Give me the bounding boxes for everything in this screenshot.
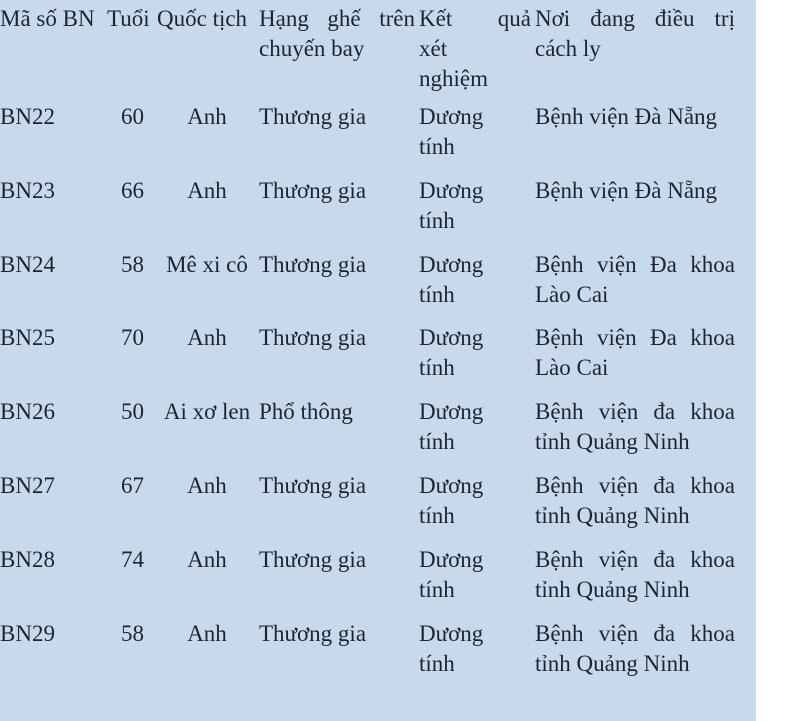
header-word: đang (590, 6, 635, 31)
cell-result: Dương (419, 104, 484, 129)
cell-place (535, 619, 735, 649)
cell-place-cont: Lào Cai (535, 355, 609, 380)
cell-age: 60 (121, 104, 144, 129)
place-word: viện (598, 399, 639, 424)
place-word: viện (598, 621, 639, 646)
cell-place (535, 471, 735, 501)
header-seat-line1 (259, 4, 415, 34)
cell-age: 58 (121, 252, 144, 277)
cell-nationality: Mê xi cô (166, 252, 248, 277)
cell-result: Dương (419, 178, 484, 203)
place-word: viện (598, 473, 639, 498)
header-word: trên (379, 6, 415, 31)
cell-place (535, 323, 735, 353)
place-word: khoa (690, 399, 735, 424)
place-word: Bệnh (535, 325, 584, 350)
cell-place-cont: tỉnh Quảng Ninh (535, 577, 690, 602)
place-word: đa (653, 473, 676, 498)
cell-seat-class: Thương gia (259, 547, 367, 572)
cell-place: Bệnh viện Đà Nẵng (535, 104, 718, 129)
cell-place-cont: tỉnh Quảng Ninh (535, 429, 690, 454)
cell-result: Dương (419, 325, 484, 350)
cell-nationality: Anh (187, 621, 227, 646)
cell-place (535, 545, 735, 575)
cell-age: 74 (121, 547, 144, 572)
cell-nationality: Anh (187, 473, 227, 498)
header-seat-line2: chuyến bay (259, 36, 365, 61)
cell-result: Dương (419, 399, 484, 424)
cell-patient-id: BN29 (0, 621, 55, 646)
header-result-line2: xét (419, 36, 448, 61)
cell-patient-id: BN22 (0, 104, 55, 129)
cell-result-cont: tính (419, 355, 455, 380)
cell-patient-id: BN27 (0, 473, 55, 498)
place-word: Bệnh (535, 621, 584, 646)
header-word: ghế (327, 6, 361, 31)
cell-nationality: Ai xơ len (163, 399, 251, 424)
cell-result-cont: tính (419, 134, 455, 159)
cell-place (535, 397, 735, 427)
cell-age: 66 (121, 178, 144, 203)
place-word: viện (596, 325, 637, 350)
cell-result-cont: tính (419, 282, 455, 307)
cell-result: Dương (419, 473, 484, 498)
place-word: Bệnh (535, 473, 584, 498)
place-word: đa (653, 399, 676, 424)
place-word: đa (653, 547, 676, 572)
place-word: Đa (650, 325, 677, 350)
cell-age: 50 (121, 399, 144, 424)
cell-result-cont: tính (419, 651, 455, 676)
cell-age: 67 (121, 473, 144, 498)
cell-age: 70 (121, 325, 144, 350)
place-word: khoa (690, 252, 735, 277)
cell-nationality: Anh (187, 178, 227, 203)
header-word: trị (714, 6, 735, 31)
cell-place-cont: Lào Cai (535, 282, 609, 307)
cell-result-cont: tính (419, 208, 455, 233)
cell-place-cont: tỉnh Quảng Ninh (535, 651, 690, 676)
place-word: khoa (690, 473, 735, 498)
cell-nationality: Anh (187, 104, 227, 129)
cell-patient-id: BN26 (0, 399, 55, 424)
cell-result: Dương (419, 547, 484, 572)
header-place-line2: cách ly (535, 36, 601, 61)
cell-result: Dương (419, 621, 484, 646)
cell-place (535, 250, 735, 280)
cell-result-cont: tính (419, 577, 455, 602)
place-word: Bệnh (535, 252, 584, 277)
cell-seat-class: Thương gia (259, 252, 367, 277)
cell-patient-id: BN24 (0, 252, 55, 277)
cell-place-cont: tỉnh Quảng Ninh (535, 503, 690, 528)
place-word: khoa (690, 325, 735, 350)
header-age: Tuổi (107, 6, 150, 31)
header-word: Kết (419, 6, 453, 31)
place-word: viện (596, 252, 637, 277)
cell-patient-id: BN25 (0, 325, 55, 350)
cell-seat-class: Thương gia (259, 104, 367, 129)
cell-seat-class: Thương gia (259, 621, 367, 646)
header-id: Mã số BN (0, 6, 95, 31)
cell-seat-class: Thương gia (259, 473, 367, 498)
cell-nationality: Anh (187, 547, 227, 572)
cell-result-cont: tính (419, 503, 455, 528)
cell-result: Dương (419, 252, 484, 277)
place-word: Bệnh (535, 399, 584, 424)
cell-patient-id: BN23 (0, 178, 55, 203)
header-nationality: Quốc tịch (157, 6, 248, 31)
place-word: Đa (650, 252, 677, 277)
header-word: Nơi (535, 6, 571, 31)
cell-place: Bệnh viện Đà Nẵng (535, 178, 718, 203)
cell-result-cont: tính (419, 429, 455, 454)
cell-seat-class: Thương gia (259, 178, 367, 203)
place-word: đa (653, 621, 676, 646)
header-result-line1 (419, 4, 531, 34)
place-word: khoa (690, 547, 735, 572)
cell-patient-id: BN28 (0, 547, 55, 572)
header-place-line1 (535, 4, 735, 34)
cell-seat-class: Thương gia (259, 325, 367, 350)
cell-seat-class: Phổ thông (259, 399, 353, 424)
header-word: Hạng (259, 6, 309, 31)
header-word: quả (497, 6, 531, 31)
place-word: Bệnh (535, 547, 584, 572)
header-word: điều (654, 6, 695, 31)
header-result-line3: nghiệm (419, 66, 488, 91)
place-word: viện (598, 547, 639, 572)
cell-age: 58 (121, 621, 144, 646)
cell-nationality: Anh (187, 325, 227, 350)
place-word: khoa (690, 621, 735, 646)
